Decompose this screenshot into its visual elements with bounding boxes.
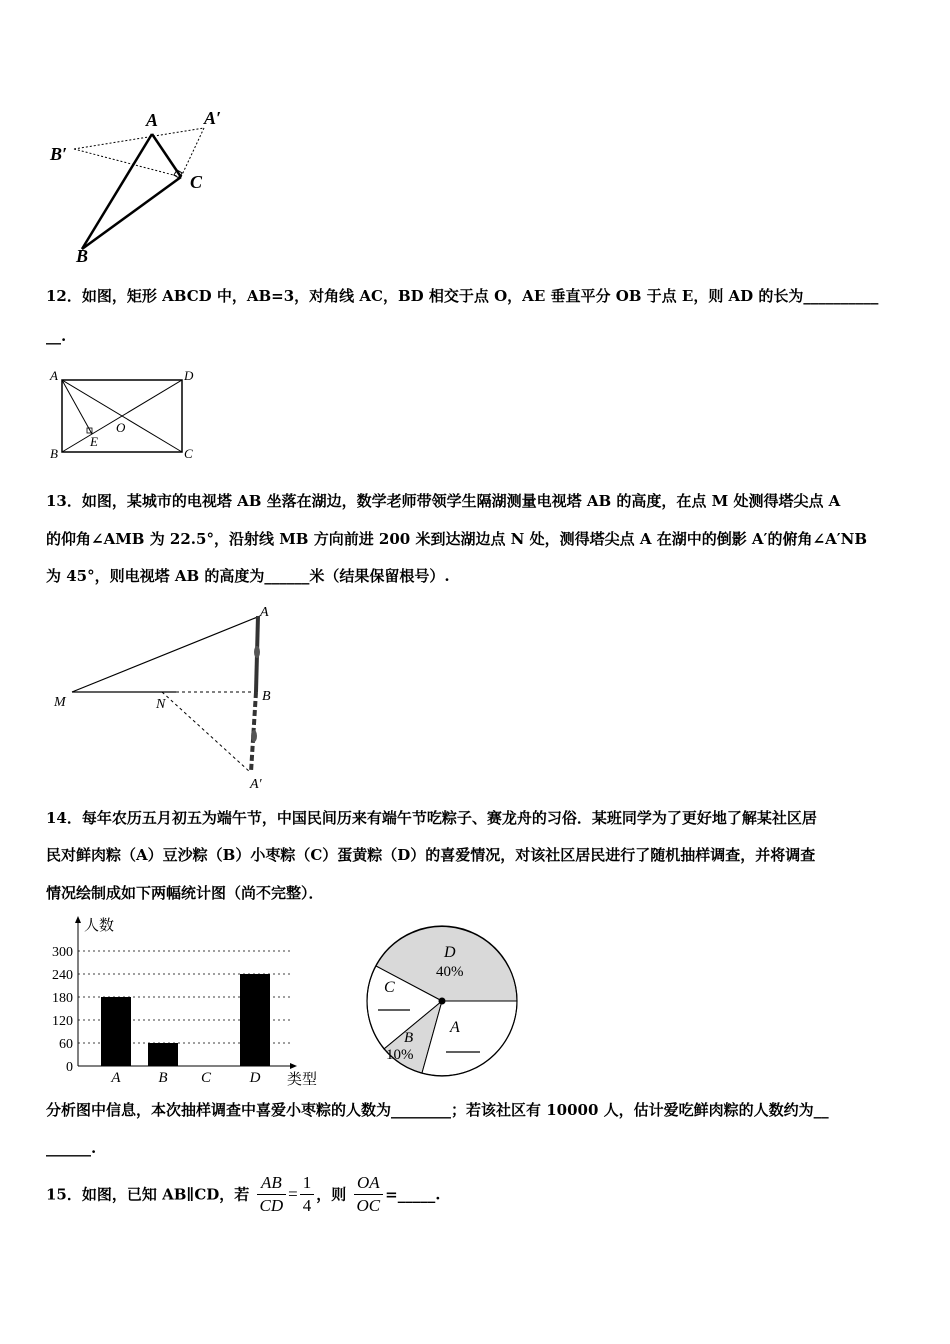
x-tick-label: C (200, 1070, 212, 1086)
pie-label-b: B (404, 1030, 414, 1046)
y-tick-label: 240 (52, 968, 73, 983)
pie-chart (362, 922, 527, 1082)
bar-chart-xlabel: 类型 (287, 1072, 318, 1088)
fig13-label-b: B (262, 689, 271, 704)
pie-pct-b: 10% (386, 1047, 414, 1063)
pie-label-d: D (444, 944, 456, 961)
fig12-label-c: C (184, 446, 193, 461)
figure-q12 (44, 366, 204, 466)
q15-fraction-1-4 (300, 1172, 315, 1217)
q14-line3: 情况绘制成如下两幅统计图（尚不完整）． (46, 884, 324, 902)
x-tick-label: A (111, 1070, 121, 1086)
fig12-label-o: O (116, 420, 126, 435)
y-tick-label: 300 (52, 945, 73, 960)
fig13-label-n: N (156, 697, 166, 712)
fig11-label-b-prime: B′ (50, 144, 68, 164)
q15-suffix: =_____. (385, 1185, 441, 1204)
fig13-label-m: M (54, 695, 66, 710)
q13-line1: 13．如图，某城市的电视塔 AB 坐落在湖边，数学老师带领学生隔湖测量电视塔 AB 的高度，在点 M 处测得塔尖点 A (46, 492, 841, 510)
q14-line1: 14．每年农历五月初五为端午节，中国民间历来有端午节吃粽子、赛龙舟的习俗．某班同学为了更好地了解某社区居 (46, 809, 817, 827)
bar-a (101, 997, 131, 1066)
q14-line2: 民对鲜肉粽（A）豆沙粽（B）小枣粽（C）蛋黄粽（D）的喜爱情况，对该社区居民进行了随机抽样调查，并将调查 (46, 846, 816, 864)
fig13-label-a: A (260, 605, 269, 620)
y-tick-label: 180 (52, 991, 73, 1006)
fig12-label-e: E (90, 434, 98, 449)
q15-f1-num: AB (260, 1173, 282, 1192)
figure-q11 (44, 104, 244, 269)
q15-f1-den: CD (257, 1194, 287, 1217)
fig12-label-a: A (50, 368, 58, 383)
q15-text (46, 1172, 440, 1217)
fig11-label-a-prime: A′ (204, 108, 222, 128)
fig11-label-a: A (146, 110, 159, 130)
bar-d (240, 974, 270, 1066)
q12-text-cont: __. (46, 327, 67, 345)
y-tick-label: 60 (59, 1037, 73, 1052)
q12-text: 12．如图，矩形 ABCD 中，AB=3，对角线 AC，BD 相交于点 O，AE 垂直平分 OB 于点 E，则 AD 的长为__________ (46, 287, 879, 305)
q15-prefix: 15．如图，已知 AB∥CD，若 (46, 1185, 250, 1204)
q15-f2-den: 4 (300, 1194, 315, 1217)
bar-chart-ylabel: 人数 (84, 918, 115, 934)
q15-fraction-oa-oc (354, 1172, 384, 1217)
fig13-label-a-prime: A′ (250, 777, 262, 792)
fig11-label-b: B (76, 246, 89, 266)
q13-line2: 的仰角∠AMB 为 22.5°，沿射线 MB 方向前进 200 米到达湖边点 N 处，测得塔尖点 A 在湖中的倒影 A′的俯角∠A′NB (46, 530, 868, 548)
fig12-label-b: B (50, 446, 58, 461)
figure-q13 (44, 600, 284, 795)
pie-label-a: A (450, 1019, 460, 1036)
q15-f3-num: OA (356, 1173, 380, 1192)
q15-f2-num: 1 (302, 1173, 312, 1192)
q14-after1: 分析图中信息，本次抽样调查中喜爱小枣粽的人数为________；若该社区有 10000 人，估计爱吃鲜肉粽的人数约为__ (46, 1101, 829, 1119)
x-tick-label: B (158, 1070, 168, 1086)
q15-fraction-ab-cd (257, 1172, 287, 1217)
y-tick-label: 0 (66, 1060, 73, 1075)
q14-after2: ______. (46, 1139, 97, 1157)
y-tick-label: 120 (52, 1014, 73, 1029)
q15-eq: = (288, 1184, 298, 1204)
fig11-label-c: C (190, 172, 203, 192)
x-tick-label: D (249, 1070, 261, 1086)
q15-mid: ，则 (316, 1185, 347, 1204)
pie-pct-d: 40% (436, 964, 464, 980)
fig12-label-d: D (184, 368, 194, 383)
bar-chart (40, 912, 330, 1092)
bar-b (148, 1043, 178, 1066)
q15-f3-den: OC (354, 1194, 384, 1217)
pie-label-c: C (384, 979, 395, 996)
q13-line3: 为 45°，则电视塔 AB 的高度为______米（结果保留根号）. (46, 567, 450, 585)
